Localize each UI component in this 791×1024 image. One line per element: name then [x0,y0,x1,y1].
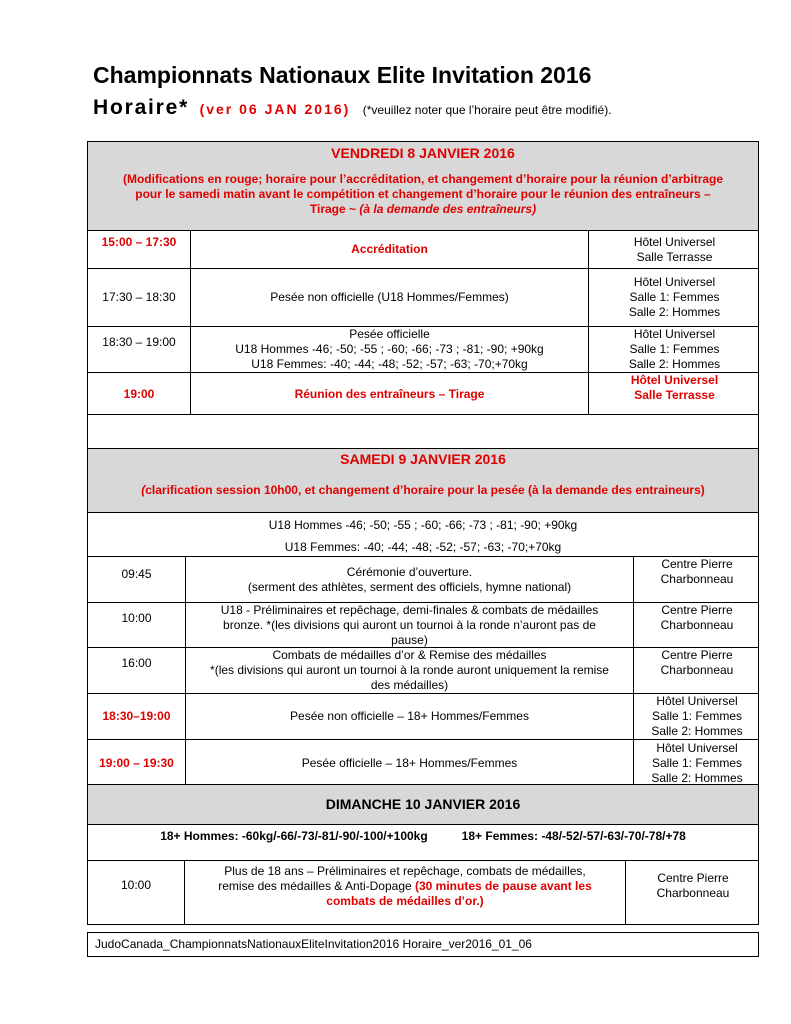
table-row-place: Centre Pierre Charbonneau [660,648,734,677]
friday-heading-block [87,141,759,231]
sunday-heading-block [87,784,759,825]
friday-note-line: (Modifications en rouge; horaire pour l’accréditation, et changement d’horaire pour la réunion d’arbitrage [122,171,724,186]
saturday-note-text: clarification session 10h00, et changement d’horaire pour la pesée (à la demande des entraineurs) [145,482,705,497]
saturday-note-paren: ( [141,482,146,497]
weights-line [88,825,758,847]
table-row-event: Cérémonie d’ouverture. (serment des athlètes, serment des officiels, hymne national) [247,564,572,594]
table-row-time: 16:00 [121,655,152,670]
table-row-place: Hôtel Universel Salle 1: Femmes Salle 2: Hommes [651,740,743,785]
friday-note [88,170,758,218]
friday-heading: VENDREDI 8 JANVIER 2016 [331,144,515,161]
table-row-event: Pesée non officielle – 18+ Hommes/Femmes [290,709,529,723]
saturday-weights [87,512,759,557]
sunday-heading: DIMANCHE 10 JANVIER 2016 [325,795,521,812]
table-row-place: Centre Pierre Charbonneau [660,557,734,586]
table-row-event: Pesée officielle – 18+ Hommes/Femmes [301,755,518,770]
saturday-note [88,481,758,499]
friday-table [87,230,759,415]
table-row-time: 09:45 [121,567,152,581]
table-row-time: 19:00 [123,387,155,401]
table-row-time: 15:00 – 17:30 [101,234,177,249]
table-row-time: 18:30–19:00 [102,709,171,723]
table-row-place: Centre Pierre Charbonneau [660,603,734,632]
table-row-place: Hôtel Universel Salle Terrasse [630,373,719,402]
page-title: Championnats Nationaux Elite Invitation 2016 [93,62,592,88]
table-row-time: 10:00 [121,610,152,625]
table-row-time: 10:00 [120,877,152,892]
friday-note-line [310,202,536,217]
table-row-time: 17:30 – 18:30 [102,290,176,304]
page-subtitle [93,96,612,120]
friday-note-emphasis: (à la demande des entraîneurs) [359,201,537,216]
table-row-place: Hôtel Universel Salle 1: Femmes Salle 2: Hommes [628,327,721,371]
table-row-event: Pesée officielle U18 Hommes -46; -50; -55 ; -60; -66; -73 ; -81; -90; +90kg U18 Femmes: -40; -44; -48; -52; -57; -63; -70;+70kg [235,327,544,371]
saturday-heading: SAMEDI 9 JANVIER 2016 [340,450,506,467]
table-row-place: Hôtel Universel Salle 1: Femmes Salle 2: Hommes [651,694,743,738]
weights-men: U18 Hommes -46; -50; -55 ; -60; -66; -73 ; -81; -90; +90kg [268,517,578,532]
table-row-event: Plus de 18 ans – Préliminaires et repêchage, combats de médailles, remise des médailles & Anti-Dopage (30 minutes de pause avant les combats de médailles d’or.) [218,864,592,908]
weights-women: 18+ Femmes: -48/-52/-57/-63/-70/-78/+78 [461,828,686,843]
table-row-event: Pesée non officielle (U18 Hommes/Femmes) [270,290,509,304]
document-footer: JudoCanada_ChampionnatsNationauxEliteInvitation2016 Horaire_ver2016_01_06 [87,932,759,957]
table-row-event: Réunion des entraîneurs – Tirage [294,387,485,401]
weights-men: 18+ Hommes: -60kg/-66/-73/-81/-90/-100/+100kg [160,828,428,843]
weights-women: U18 Femmes: -40; -44; -48; -52; -57; -63; -70;+70kg [284,539,562,554]
table-row-place: Hôtel Universel Salle 1: Femmes Salle 2: Hommes [628,275,721,319]
table-row-time: 18:30 – 19:00 [102,334,176,349]
spacer-row [87,414,759,449]
subtitle-main: Horaire* [93,96,190,119]
friday-note-line: pour le samedi matin avant le compétition et changement d’horaire pour le réunion des entraîneurs – [135,186,711,201]
schedule-note: (*veuillez noter que l’horaire peut être modifié). [362,103,612,117]
table-row-place: Hôtel Universel Salle Terrasse [633,234,716,264]
table-row-event: U18 - Préliminaires et repêchage, demi-finales & combats de médailles bronze. *(les divisions qui auront un tournoi à la ronde n’auront pas de pause) [220,602,599,647]
table-row-time: 19:00 – 19:30 [99,755,174,770]
saturday-table [87,556,759,785]
table-row-event: Combats de médailles d’or & Remise des médailles *(les divisions qui auront un tournoi à la ronde auront uniquement la remise des médailles) [210,648,609,692]
version-label: (ver 06 JAN 2016) [199,101,351,117]
saturday-heading-block [87,448,759,513]
table-row-event: Accréditation [351,242,428,256]
sunday-table [87,860,759,925]
friday-note-text: Tirage ~ [309,201,360,216]
table-row-place: Centre Pierre Charbonneau [656,871,730,900]
sunday-weights [87,824,759,861]
